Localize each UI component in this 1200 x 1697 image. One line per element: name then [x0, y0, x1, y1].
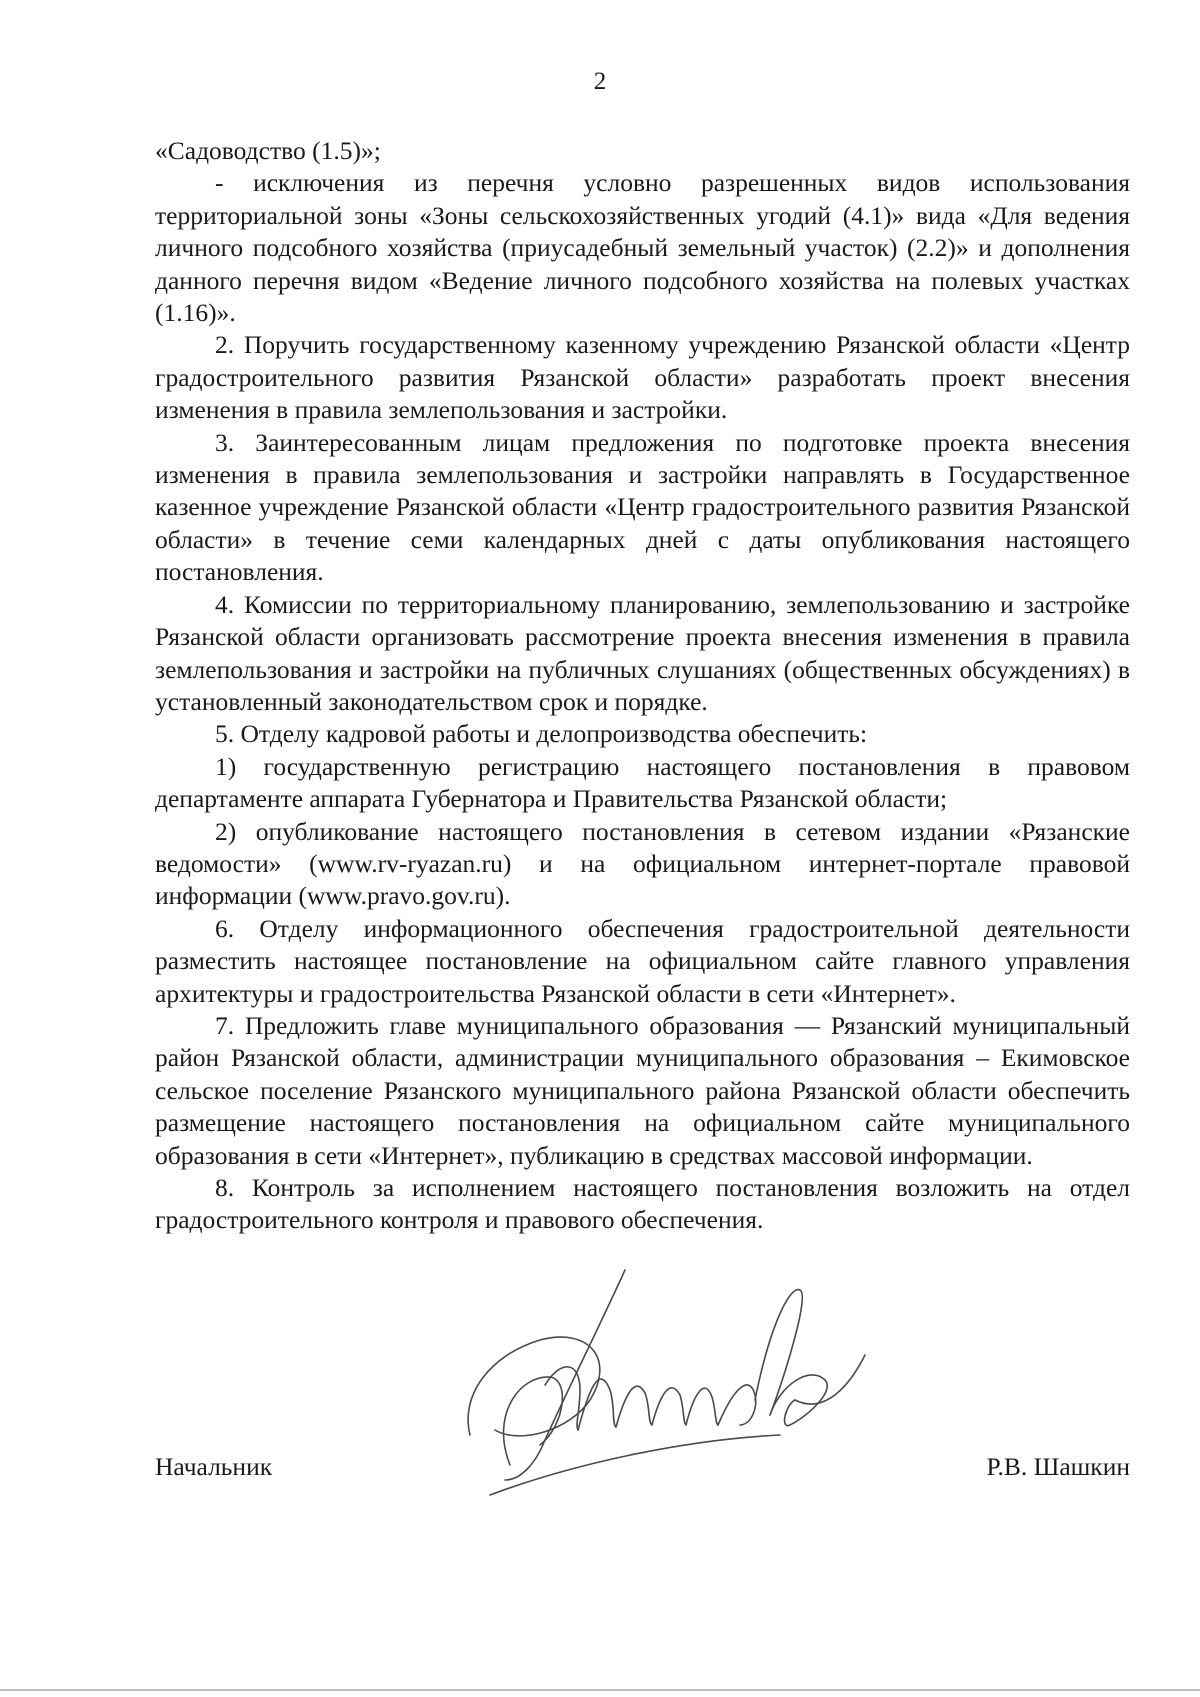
page-number: 2	[593, 68, 607, 95]
paragraph-6: 6. Отделу информационного обеспечения градостроительной деятельности разместить настоящее постановление на официальном сайте главного управления архитектуры и градостроительства Рязанской области в сети «Интернет».	[155, 913, 1130, 1008]
paragraph-5-item-1: 1) государственную регистрацию настоящего постановления в правовом департаменте аппарата Губернатора и Правительства Рязанской области;	[155, 751, 1130, 814]
paragraph-continuation: «Садоводство (1.5)»;	[155, 136, 381, 165]
signatory-title: Начальник	[155, 1452, 273, 1481]
paragraph-5: 5. Отделу кадровой работы и делопроизводства обеспечить:	[215, 719, 868, 749]
paragraph-7: 7. Предложить главе муниципального образования — Рязанский муниципальный район Рязанской области, администрации муниципального образования – Екимовское сельское поселение Рязанского муниципального района Рязанской области обеспечить размещение настоящего постановления на официальном сайте муниципального образования в сети «Интернет», публикацию в средствах массовой информации.	[155, 1010, 1130, 1170]
paragraph-exclusion-item: - исключения из перечня условно разрешенных видов использования территориальной зоны «Зоны сельскохозяйственных угодий (4.1)» вида «Для ведения личного подсобного хозяйства (приусадебный земельный участок) (2.2)» и дополнения данного перечня видом «Ведение личного подсобного хозяйства на полевых участках (1.16)».	[155, 168, 1130, 328]
paragraph-2: 2. Поручить государственному казенному учреждению Рязанской области «Центр градостроительного развития Рязанской области» разработать проект внесения изменения в правила землепользования и застройки.	[155, 330, 1130, 425]
document-body	[155, 135, 1130, 1237]
signatory-name: Р.В. Шашкин	[986, 1452, 1130, 1481]
paragraph-8: 8. Контроль за исполнением настоящего постановления возложить на отдел градостроительного контроля и правового обеспечения.	[155, 1173, 1130, 1235]
paragraph-5-item-2: 2) опубликование настоящего постановления в сетевом издании «Рязанские ведомости» (www.rv-ryazan.ru) и на официальном интернет-портале правовой информации (www.pravo.gov.ru).	[155, 816, 1130, 911]
paragraph-4: 4. Комиссии по территориальному планированию, землепользованию и застройке Рязанской области организовать рассмотрение проекта внесения изменения в правила землепользования и застройки на публичных слушаниях (общественных обсуждениях) в установленный законодательством срок и порядке.	[155, 589, 1130, 716]
paragraph-3: 3. Заинтересованным лицам предложения по подготовке проекта внесения изменения в правила землепользования и застройки направлять в Государственное казенное учреждение Рязанской области «Центр градостроительного развития Рязанской области» в течение семи календарных дней с даты опубликования настоящего постановления.	[155, 427, 1130, 587]
handwritten-signature	[450, 1265, 880, 1525]
scan-edge-line	[0, 1689, 1200, 1691]
